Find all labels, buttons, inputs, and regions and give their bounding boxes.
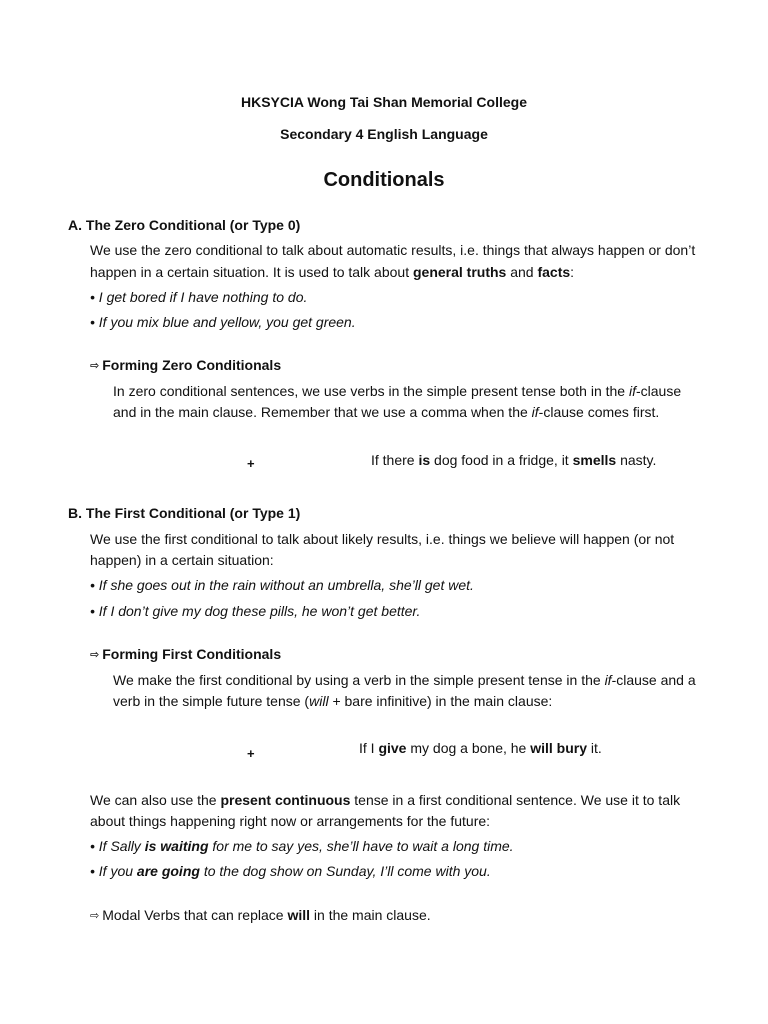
text: verb in the simple future tense ( [113,693,310,709]
text: in the main clause. [310,907,431,923]
text: We can also use the [90,792,221,808]
text: If I [359,740,379,756]
plus-sign: + [247,746,255,761]
heading-text: Forming Zero Conditionals [102,357,282,373]
emphasis: if [628,383,636,399]
section-a-intro-line1: We use the zero conditional to talk about automatic results, i.e. things that always happen or don’t [90,242,696,258]
section-b-heading: B. The First Conditional (or Type 1) [68,505,301,521]
forming-first-line2 [113,692,552,710]
arrow-icon: ⇨ [90,360,100,372]
school-name: HKSYCIA Wong Tai Shan Memorial College [241,94,527,110]
section-b-intro-line2: happen) in a certain situation: [90,552,274,568]
text: it. [587,740,602,756]
emphasis: is waiting [144,838,209,854]
text: nasty. [616,452,657,468]
emphasis: will [309,693,329,709]
continuous-bullet-2 [90,862,491,880]
text: : [570,264,575,280]
heading-text: Forming First Conditionals [102,646,282,662]
text: to the dog show on Sunday, I’ll come with you. [199,863,491,879]
continuous-line2: about things happening right now or arrangements for the future: [90,813,491,829]
text: If there [371,452,419,468]
text: my dog a bone, he [406,740,531,756]
text: -clause [635,383,682,399]
forming-first-heading [90,645,281,665]
plus-sign: + [247,456,255,471]
section-a-bullet-1: • I get bored if I have nothing to do. [90,289,308,305]
text: • If you [90,863,137,879]
section-a-bullet-2: • If you mix blue and yellow, you get green. [90,314,356,330]
continuous-bullet-1 [90,837,514,855]
text: -clause comes first. [538,404,660,420]
text: We make the first conditional by using a verb in the simple present tense in the [113,672,605,688]
continuous-line1 [90,791,680,809]
text: -clause and a [611,672,696,688]
modal-verbs-line [90,906,431,926]
text: • If Sally [90,838,145,854]
emphasis: are going [136,863,200,879]
section-b-bullet-2: • If I don’t give my dog these pills, he won’t get better. [90,603,421,619]
page-title: Conditionals [323,169,445,191]
arrow-icon: ⇨ [90,649,100,661]
forming-zero-heading [90,356,281,376]
text: tense in a first conditional sentence. We use it to talk [350,792,681,808]
forming-first-line1 [113,671,696,689]
first-example-sentence [359,739,602,757]
emphasis: present continuous [220,792,351,808]
emphasis: will [287,907,311,923]
emphasis: give [378,740,407,756]
forming-zero-line2 [113,403,659,421]
text: and in the main clause. Remember that we use a comma when the [113,404,532,420]
text: Modal Verbs that can replace [102,907,288,923]
arrow-icon: ⇨ [90,910,100,922]
section-a-heading: A. The Zero Conditional (or Type 0) [68,217,301,233]
text: In zero conditional sentences, we use verbs in the simple present tense both in the [113,383,629,399]
text: for me to say yes, she’ll have to wait a long time. [208,838,514,854]
section-b-bullet-1: • If she goes out in the rain without an umbrella, she’ll get wet. [90,577,474,593]
emphasis: is [418,452,431,468]
emphasis: will bury [530,740,588,756]
emphasis: if [604,672,612,688]
text: + bare infinitive) in the main clause: [328,693,553,709]
forming-zero-line1 [113,382,681,400]
emphasis: general truths [412,264,507,280]
text: and [506,264,538,280]
emphasis: smells [572,452,617,468]
section-a-intro-line2 [90,263,574,281]
emphasis: facts [537,264,571,280]
emphasis: if [531,404,539,420]
zero-example-sentence [371,451,656,469]
text: happen in a certain situation. It is used to talk about [90,264,413,280]
course-name: Secondary 4 English Language [280,126,488,142]
section-b-intro-line1: We use the first conditional to talk about likely results, i.e. things we believe will happen (or not [90,531,675,547]
text: dog food in a fridge, it [430,452,573,468]
